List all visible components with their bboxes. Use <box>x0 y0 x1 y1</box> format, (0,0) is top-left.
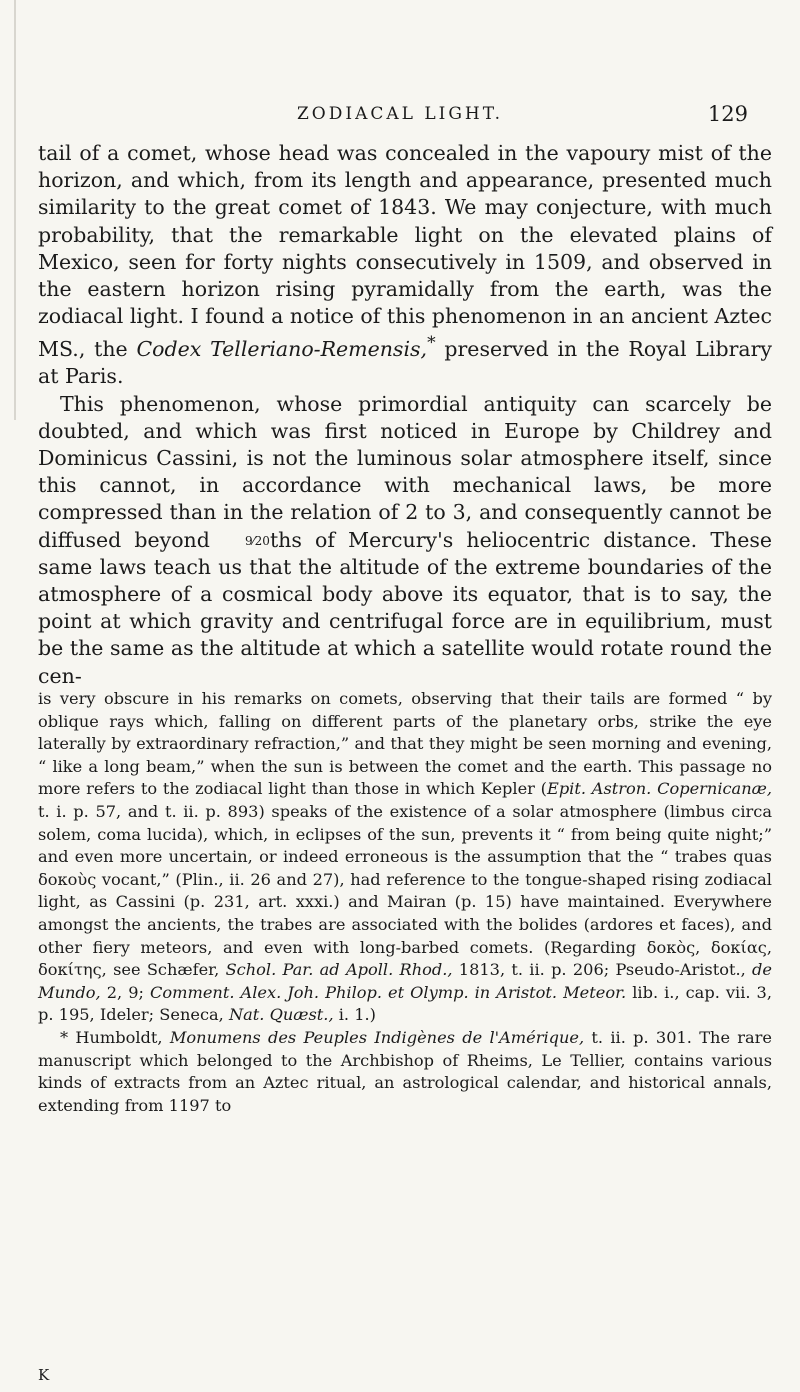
citation-title: Monumens des Peuples Indigènes de l'Amérique, <box>169 1027 585 1047</box>
main-text <box>38 140 772 690</box>
paragraph-text: ths of Mercury's heliocentric distance. These same laws teach us that the altitude of the extreme boundaries of the atmosphere of a cosmical body above its equator, that is to say, the point at which gravity and centrifugal force are in equilibrium, must be the same as the altitude at which a satellite would rotate round the cen- <box>38 527 772 688</box>
citation-title: Nat. Quæst., <box>228 1005 334 1025</box>
paragraph-phenomenon <box>38 391 772 690</box>
footnote-humboldt <box>38 1027 772 1117</box>
signature-mark: K <box>38 1366 50 1384</box>
footnote-continuation <box>38 688 772 1027</box>
citation-title: Schol. Par. ad Apoll. Rhod., <box>225 960 453 980</box>
footnote-text: is very obscure in his remarks on comets, observing that their tails are formed “ by oblique rays which, falling on different parts of the planetary orbs, strike the eye laterally by extraordinary refraction,” and that they might be seen morning and evening, “ like a long beam,” when the sun is between the comet and the earth. This passage no more refers to the zodiacal light than those in which Kepler ( <box>38 689 772 799</box>
footnote-text: lib. i., cap. vii. 3, p. 195, Ideler; Seneca, <box>38 982 772 1025</box>
scan-edge-shadow <box>14 0 16 420</box>
footnote-text: * Humboldt, <box>60 1027 170 1047</box>
footnote-mark: * <box>427 333 436 354</box>
footnote-text: i. 1.) <box>333 1005 376 1025</box>
codex-title: Codex Telleriano-Remensis, <box>136 337 428 362</box>
citation-title: Epit. Astron. Copernicanæ, <box>547 779 772 799</box>
page-number: 129 <box>707 102 748 126</box>
footnote-text: t. ii. p. 301. The rare manuscript which belonged to the Archbishop of Rheims, Le Tellier, contains various kinds of extracts from an Aztec ritual, an astrological calendar, and historical annals, extending from 1197 to <box>38 1027 773 1115</box>
paragraph-comet <box>38 140 772 391</box>
footnote-text: 1813, t. ii. p. 206; Pseudo-Aristot., <box>452 960 753 980</box>
fraction: 9⁄20 <box>245 533 270 548</box>
footnote-text: t. i. p. 57, and t. ii. p. 893) speaks of the existence of a solar atmosphere (limbus circa solem, coma lucida), which, in eclipses of the sun, prevents it “ from being quite night;” and even more uncertain, or indeed erroneous is the assumption that the “ trabes quas δοκοὺς vocant,” (Plin., ii. 26 and 27), had reference to the tongue-shaped rising zodiacal light, as Cassini (p. 231, art. xxxi.) and Mairan (p. 15) have maintained. Everywhere amongst the ancients, the trabes are associated with the bolides (ardores et faces), and other fiery meteors, and even with long-barbed comets. (Regarding δοκὸς, δοκίας, δοκίτης, see Schæfer, <box>38 801 772 980</box>
running-head <box>0 104 800 132</box>
paragraph-text: tail of a comet, whose head was concealed in the vapoury mist of the horizon, and which, from its length and appearance, presented much similarity to the great comet of 1843. We may conjecture, with much probability, that the remarkable light on the elevated plains of Mexico, seen for forty nights consecutively in 1509, and observed in the eastern horizon rising pyramidally from the earth, was the zodiacal light. I found a notice of this phenomenon in an ancient Aztec MS., the <box>38 141 772 362</box>
citation-title: Comment. Alex. Joh. Philop. et Olymp. in Aristot. Meteor. <box>149 982 627 1002</box>
running-title: ZODIACAL LIGHT. <box>296 104 503 124</box>
footnote-text: 2, 9; <box>100 982 150 1002</box>
paragraph-text: This phenomenon, whose primordial antiquity can scarcely be doubted, and which was first noticed in Europe by Childrey and Dominicus Cassini, is not the luminous solar atmosphere itself, since this cannot, in accordance with mechanical laws, be more compressed than in the relation of 2 to 3, and consequently cannot be diffused beyond <box>38 391 772 552</box>
paragraph-text: preserved in the Royal Library at Paris. <box>38 337 772 389</box>
citation-title: de Mundo, <box>38 960 772 1002</box>
footnotes <box>38 688 772 1117</box>
